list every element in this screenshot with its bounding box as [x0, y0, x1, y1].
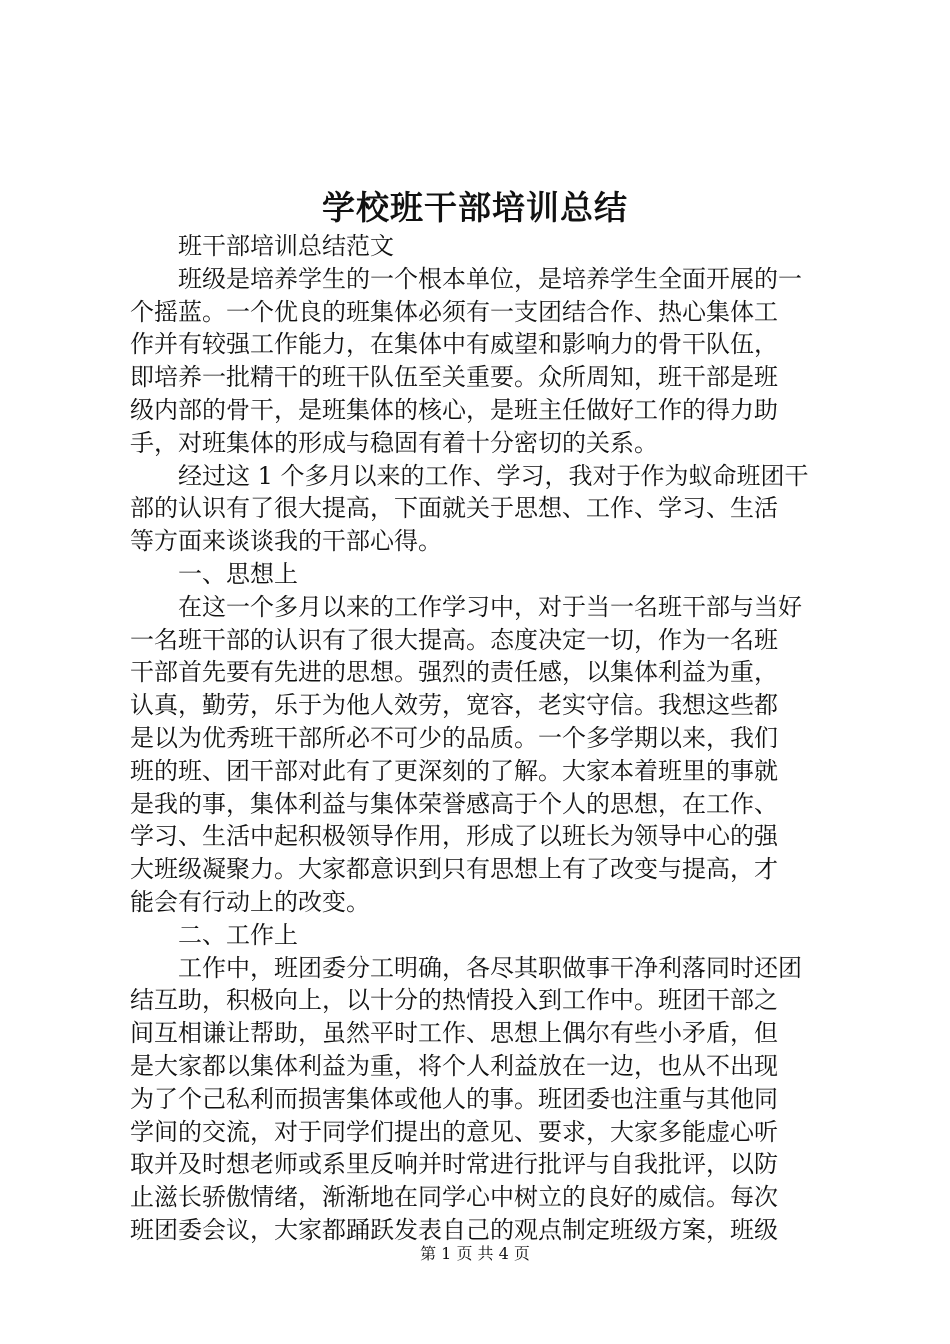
paragraph-line: 手，对班集体的形成与稳固有着十分密切的关系。 [130, 428, 658, 457]
paragraph-line: 即培养一批精干的班干队伍至关重要。众所周知，班干部是班 [130, 363, 778, 392]
paragraph-line: 认真，勤劳，乐于为他人效劳，宽容，老实守信。我想这些都 [130, 691, 778, 720]
paragraph-line: 级内部的骨干，是班集体的核心，是班主任做好工作的得力助 [130, 395, 778, 424]
paragraph-line: 班团委会议，大家都踊跃发表自己的观点制定班级方案，班级 [130, 1215, 778, 1244]
document-body [130, 230, 830, 1247]
page-number-footer: 第 1 页 共 4 页 [420, 1244, 530, 1263]
paragraph-line: 工作中，班团委分工明确，各尽其职做事干净利落同时还团 [178, 953, 802, 982]
section-heading: 一、思想上 [178, 559, 298, 588]
paragraph-line: 为了个己私利而损害集体或他人的事。班团委也注重与其他同 [130, 1084, 778, 1113]
document-title: 学校班干部培训总结 [322, 188, 628, 227]
paragraph-line: 学习、生活中起积极领导作用，形成了以班长为领导中心的强 [130, 822, 778, 851]
paragraph-line: 部的认识有了很大提高，下面就关于思想、工作、学习、生活 [130, 494, 778, 523]
paragraph-line: 大班级凝聚力。大家都意识到只有思想上有了改变与提高，才 [130, 855, 778, 884]
paragraph-line: 结互助，积极向上，以十分的热情投入到工作中。班团干部之 [130, 986, 778, 1015]
paragraph-line: 经过这 1 个多月以来的工作、学习，我对于作为蚁命班团干 [178, 461, 809, 490]
paragraph-line: 等方面来谈谈我的干部心得。 [130, 527, 442, 556]
paragraph-line: 班的班、团干部对此有了更深刻的了解。大家本着班里的事就 [130, 756, 778, 785]
paragraph-line: 干部首先要有先进的思想。强烈的责任感，以集体利益为重， [130, 658, 778, 687]
paragraph-line: 个摇蓝。一个优良的班集体必须有一支团结合作、热心集体工 [130, 297, 778, 326]
paragraph-line: 在这一个多月以来的工作学习中，对于当一名班干部与当好 [178, 592, 802, 621]
paragraph-line: 能会有行动上的改变。 [130, 887, 370, 916]
paragraph-line: 班级是培养学生的一个根本单位，是培养学生全面开展的一 [178, 264, 802, 293]
paragraph-line: 间互相谦让帮助，虽然平时工作、思想上偶尔有些小矛盾，但 [130, 1019, 778, 1048]
paragraph-line: 止滋长骄傲情绪，渐渐地在同学心中树立的良好的威信。每次 [130, 1183, 778, 1212]
document-subtitle: 班干部培训总结范文 [178, 232, 394, 260]
paragraph-line: 是我的事，集体利益与集体荣誉感高于个人的思想，在工作、 [130, 789, 778, 818]
paragraph-line: 一名班干部的认识有了很大提高。态度决定一切，作为一名班 [130, 625, 778, 654]
paragraph-line: 取并及时想老师或系里反响并时常进行批评与自我批评，以防 [130, 1150, 778, 1179]
paragraph-line: 是大家都以集体利益为重，将个人利益放在一边，也从不出现 [130, 1051, 778, 1080]
paragraph-line: 作并有较强工作能力，在集体中有威望和影响力的骨干队伍， [130, 330, 778, 359]
paragraph-line: 是以为优秀班干部所必不可少的品质。一个多学期以来，我们 [130, 723, 778, 752]
paragraph-line: 学间的交流，对于同学们提出的意见、要求，大家多能虚心听 [130, 1117, 778, 1146]
section-heading: 二、工作上 [178, 920, 298, 949]
